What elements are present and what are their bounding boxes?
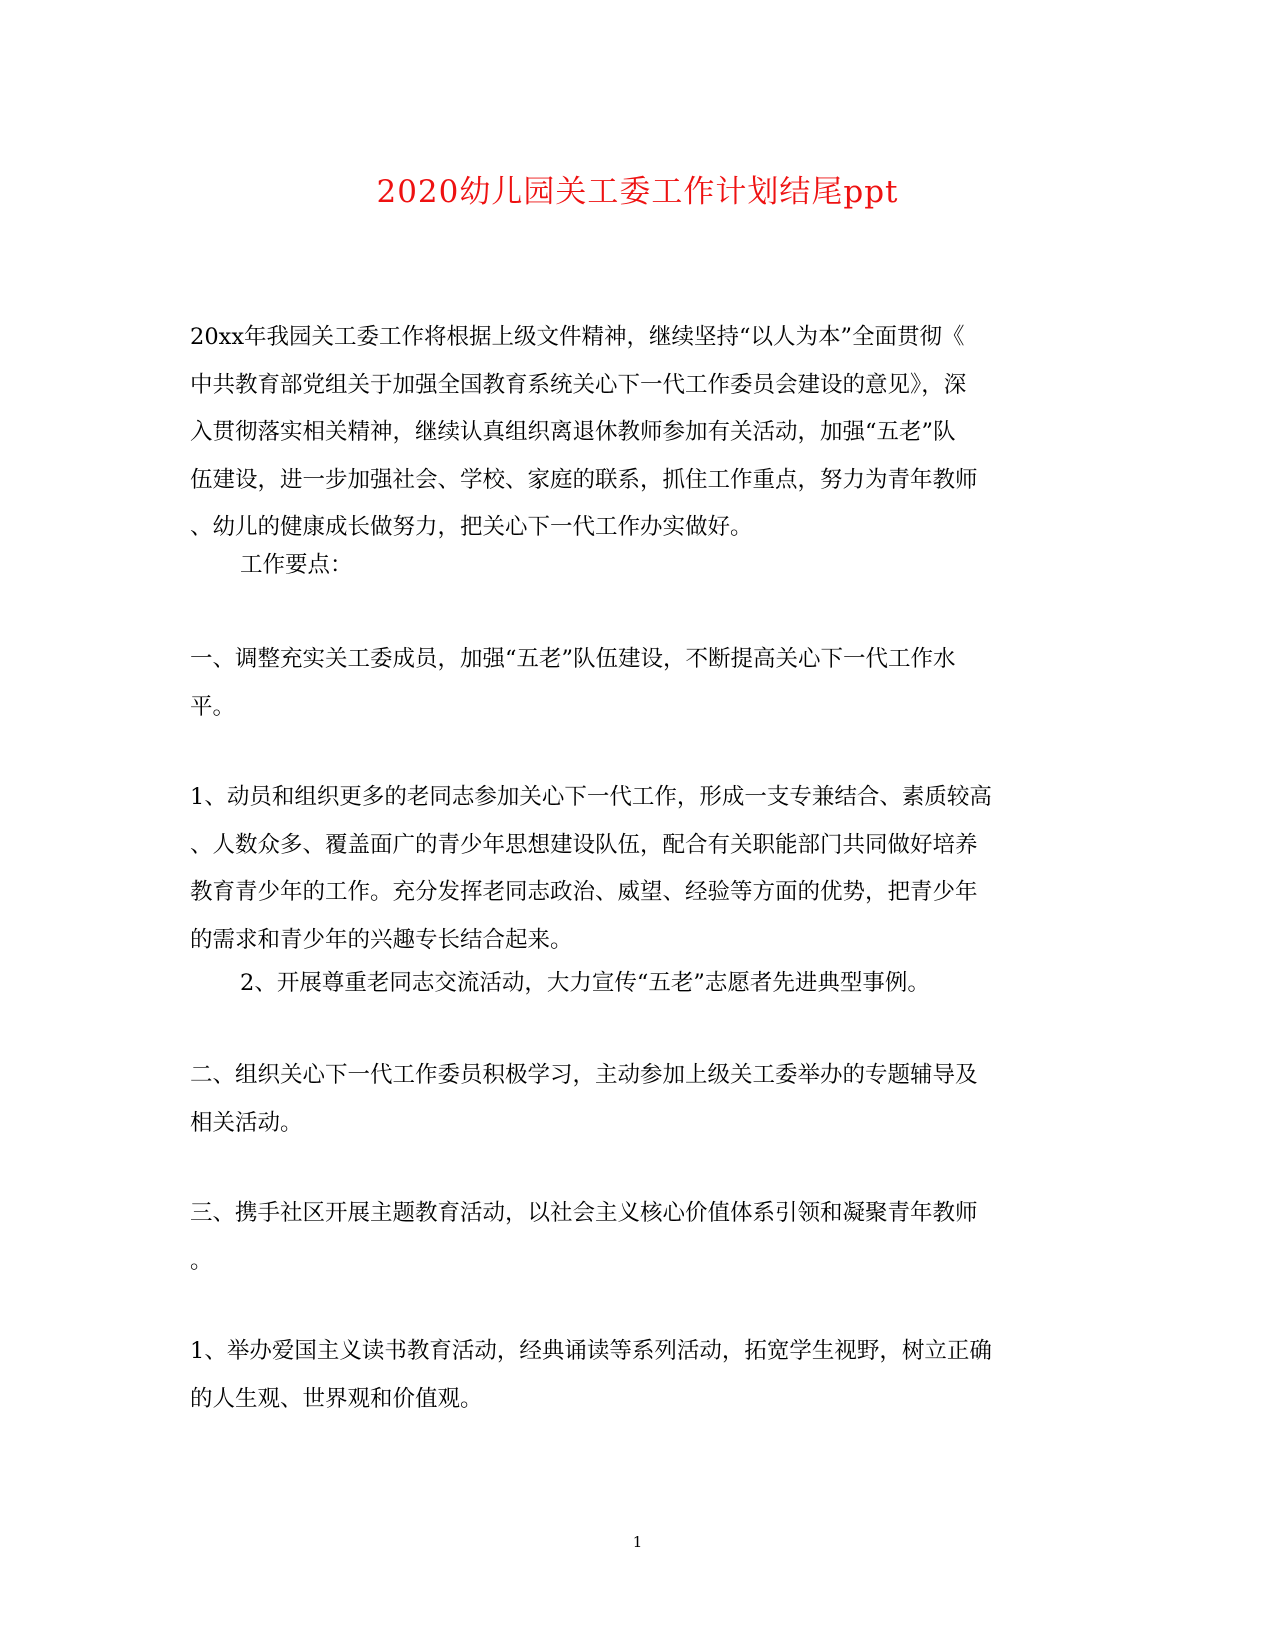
key-points-heading [190,542,1085,590]
section-2-line: 二、组织关心下一代工作委员积极学习，主动参加上级关工委举办的专题辅导及 [190,1062,978,1088]
item-1-line: 、人数众多、覆盖面广的青少年思想建设队伍，配合有关职能部门共同做好培养 [190,831,978,858]
section-1-line: 平。 [190,693,236,720]
document-title: 2020幼儿园关工委工作计划结尾ppt [376,174,899,210]
item-3-line: 的人生观、世界观和价值观。 [190,1385,483,1412]
page-number: 1 [632,1533,643,1551]
item-1-line: 教育青少年的工作。充分发挥老同志政治、威望、经验等方面的优势，把青少年 [190,879,978,905]
section-3 [190,1190,1085,1285]
intro-line: 中共教育部党组关于加强全国教育系统关心下一代工作委员会建设的意见》，深 [190,371,967,398]
key-points-label: 工作要点： [240,552,353,578]
section-3-line: 三、携手社区开展主题教育活动，以社会主义核心价值体系引领和凝聚青年教师 [190,1200,978,1226]
section-2-line: 相关活动。 [190,1109,303,1136]
intro-paragraph [190,314,1085,552]
item-2 [190,960,1085,1008]
item-3-line: 1、举办爱国主义读书教育活动，经典诵读等系列活动，拓宽学生视野，树立正确 [190,1338,992,1364]
section-3-line: 。 [190,1247,213,1274]
item-2-line: 2、开展尊重老同志交流活动，大力宣传“五老”志愿者先进典型事例。 [240,970,930,996]
section-2 [190,1052,1085,1147]
section-1 [190,636,1085,731]
intro-line: 入贯彻落实相关精神，继续认真组织离退休教师参加有关活动，加强“五老”队 [190,419,956,445]
section-1-line: 一、调整充实关工委成员，加强“五老”队伍建设，不断提高关心下一代工作水 [190,646,956,672]
intro-line: 伍建设，进一步加强社会、学校、家庭的联系，抓住工作重点，努力为青年教师 [190,466,978,493]
item-1 [190,774,1085,964]
item-1-line: 1、动员和组织更多的老同志参加关心下一代工作，形成一支专兼结合、素质较高 [190,784,992,810]
item-3 [190,1328,1085,1423]
item-1-line: 的需求和青少年的兴趣专长结合起来。 [190,926,573,953]
intro-line: 20xx年我园关工委工作将根据上级文件精神，继续坚持“以人为本”全面贯彻《 [190,324,965,350]
intro-line: 、幼儿的健康成长做努力，把关心下一代工作办实做好。 [190,514,753,540]
